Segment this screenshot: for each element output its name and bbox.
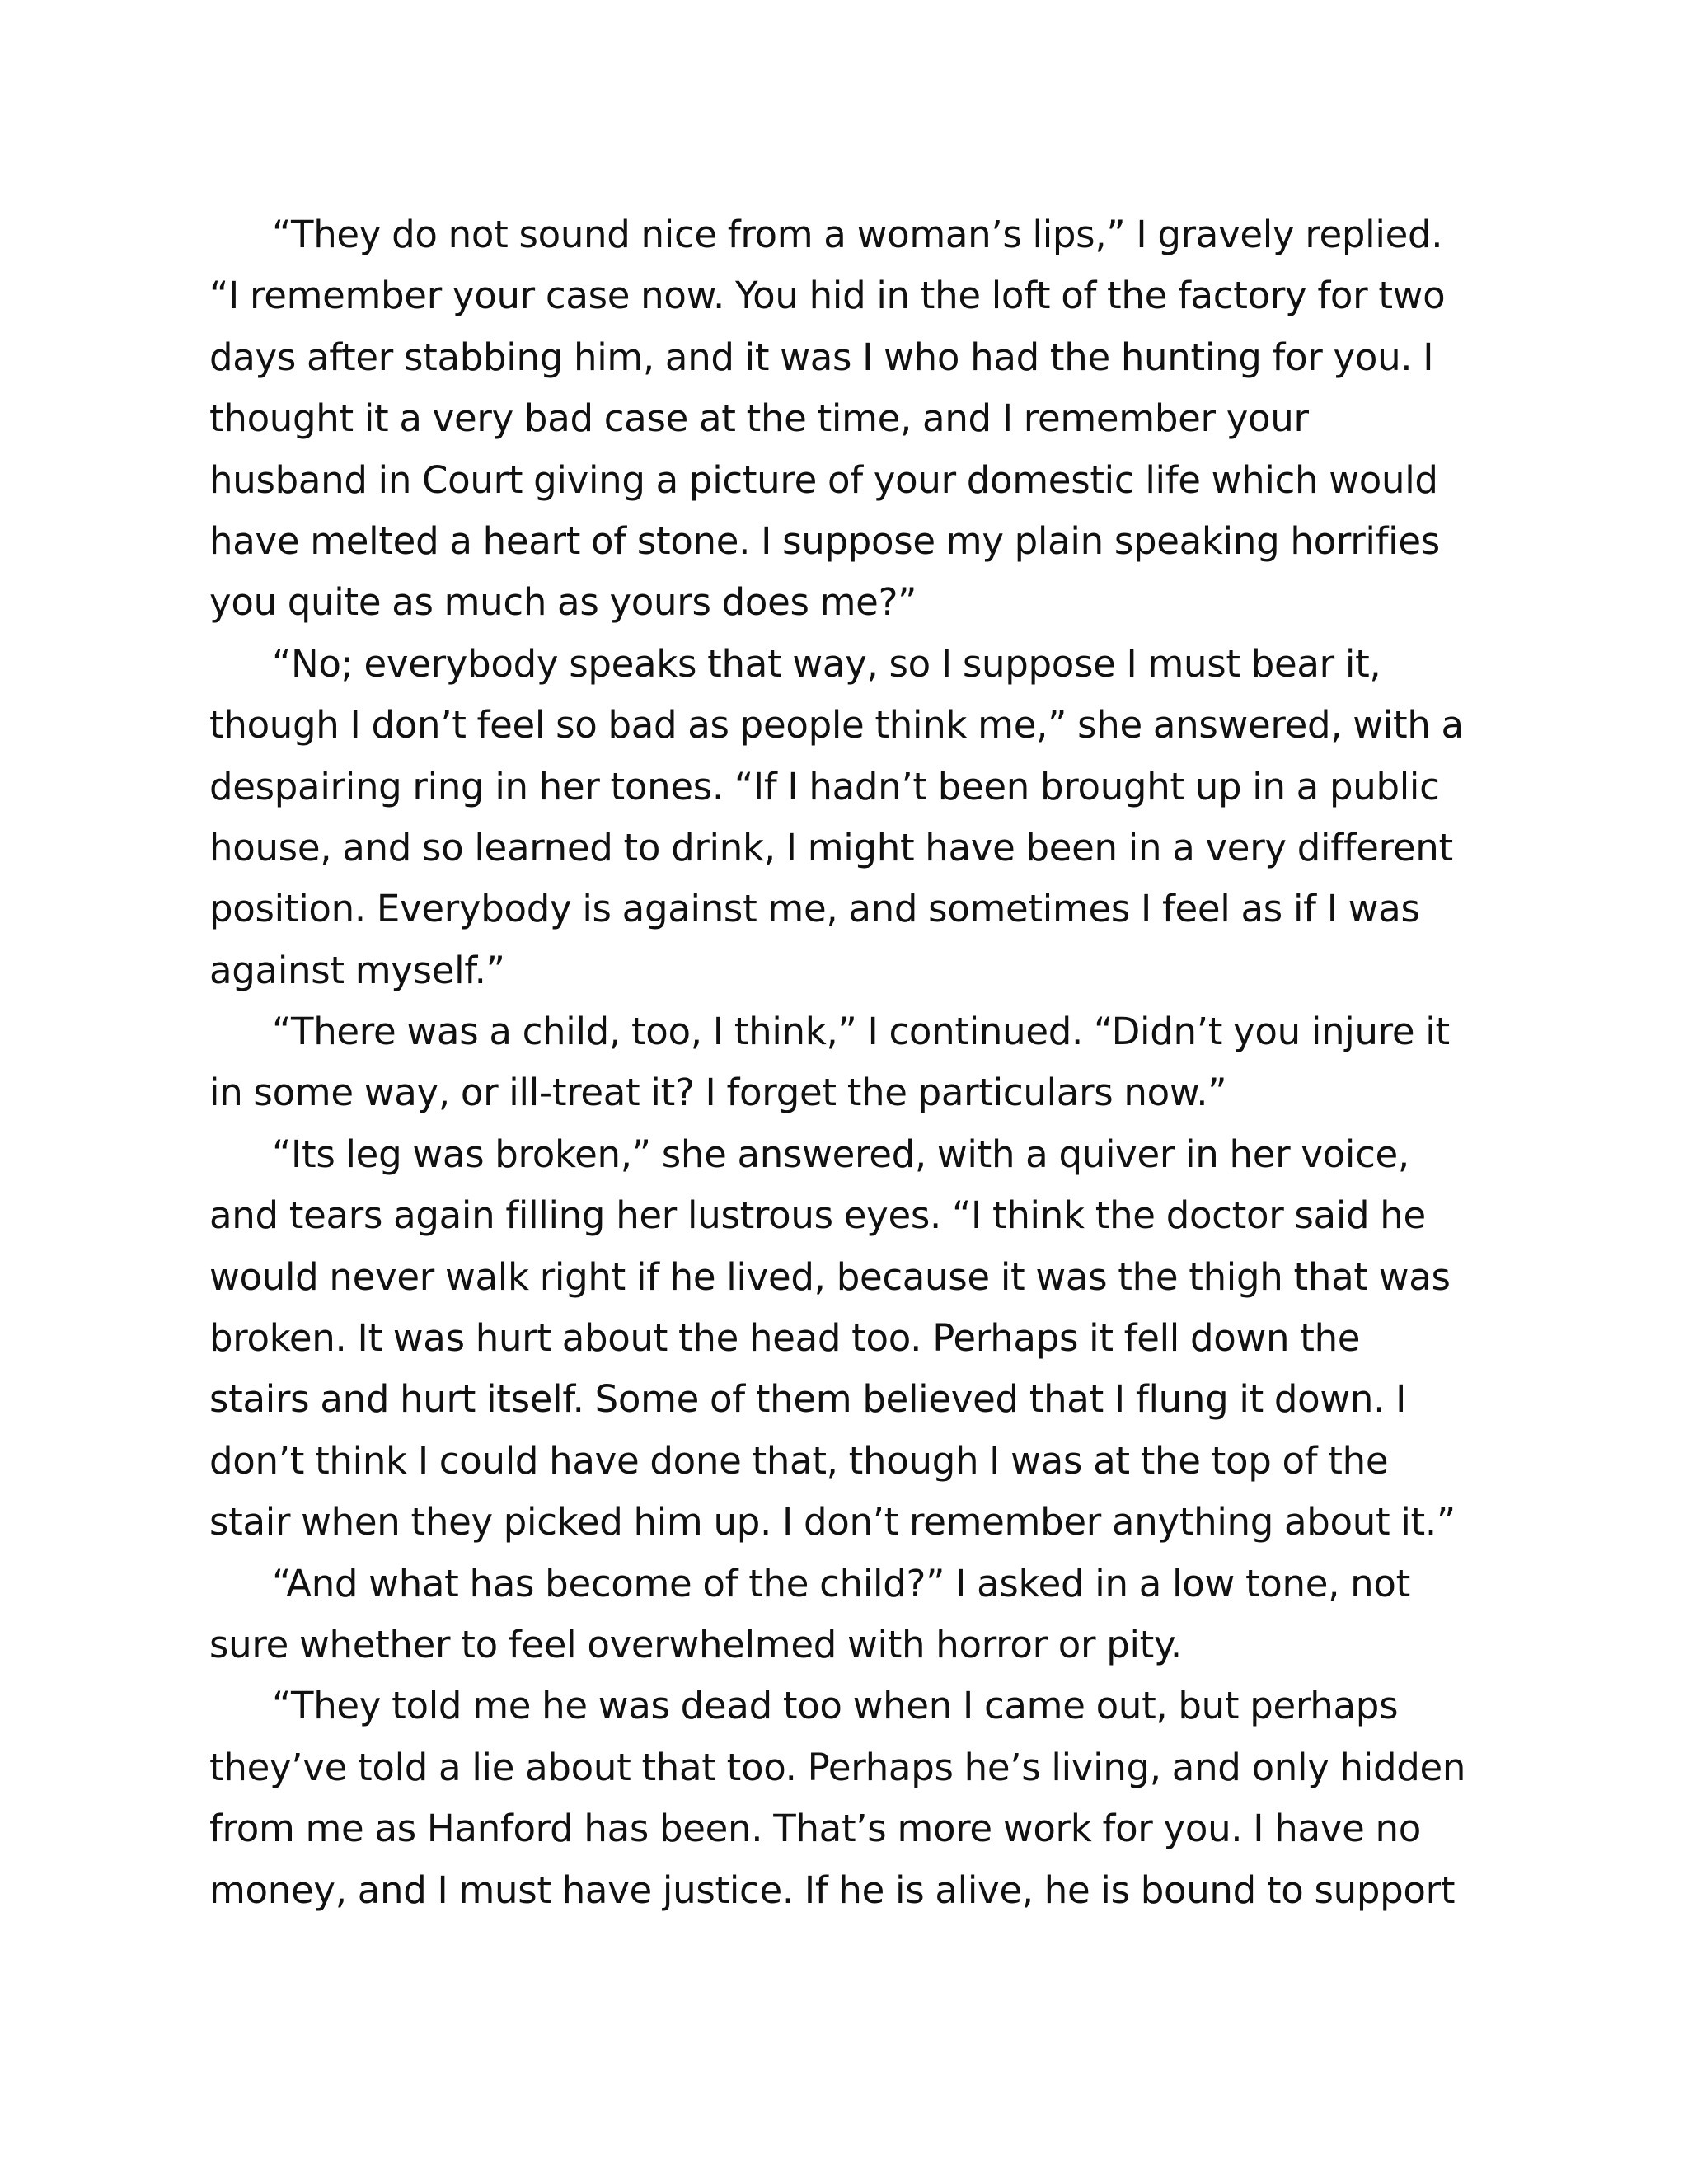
- text-line: from me as Hanford has been. That’s more work for you. I have no: [209, 1807, 1421, 1851]
- text-line: sure whether to feel overwhelmed with horror or pity.: [209, 1622, 1182, 1666]
- text-line: they’ve told a lie about that too. Perhaps he’s living, and only hidden: [209, 1745, 1466, 1789]
- text-line: “There was a child, too, I think,” I continued. “Didn’t you injure it: [272, 1010, 1450, 1054]
- text-line: have melted a heart of stone. I suppose my plain speaking horrifies: [209, 518, 1440, 563]
- text-line: in some way, or ill-treat it? I forget the particulars now.”: [209, 1071, 1227, 1115]
- text-line: broken. It was hurt about the head too. Perhaps it fell down the: [209, 1316, 1361, 1361]
- text-line: you quite as much as yours does me?”: [209, 580, 917, 625]
- text-line: don’t think I could have done that, though I was at the top of the: [209, 1438, 1389, 1483]
- text-line: would never walk right if he lived, because it was the thigh that was: [209, 1254, 1451, 1299]
- text-line: money, and I must have justice. If he is alive, he is bound to support: [209, 1868, 1456, 1912]
- text-line: “They told me he was dead too when I came out, but perhaps: [272, 1684, 1399, 1728]
- text-line: “I remember your case now. You hid in the loft of the factory for two: [209, 274, 1446, 318]
- text-line: “No; everybody speaks that way, so I suppose I must bear it,: [272, 641, 1381, 686]
- text-line: “Its leg was broken,” she answered, with a quiver in her voice,: [272, 1132, 1409, 1176]
- text-line: position. Everybody is against me, and sometimes I feel as if I was: [209, 887, 1420, 931]
- text-line: against myself.”: [209, 948, 505, 992]
- text-line: days after stabbing him, and it was I who had the hunting for you. I: [209, 335, 1434, 379]
- text-line: “They do not sound nice from a woman’s lips,” I gravely replied.: [272, 213, 1443, 256]
- text-line: stairs and hurt itself. Some of them believed that I flung it down. I: [209, 1377, 1407, 1422]
- text-line: stair when they picked him up. I don’t remember anything about it.”: [209, 1500, 1456, 1544]
- document-page: [209, 204, 1479, 1921]
- text-line: though I don’t feel so bad as people think me,” she answered, with a: [209, 703, 1464, 748]
- text-line: thought it a very bad case at the time, and I remember your: [209, 396, 1309, 441]
- text-line: house, and so learned to drink, I might have been in a very different: [209, 825, 1453, 869]
- text-line: “And what has become of the child?” I asked in a low tone, not: [272, 1561, 1410, 1605]
- text-line: husband in Court giving a picture of your domestic life which would: [209, 457, 1438, 502]
- text-line: despairing ring in her tones. “If I hadn’t been brought up in a public: [209, 764, 1440, 808]
- text-line: and tears again filling her lustrous eyes. “I think the doctor said he: [209, 1193, 1426, 1238]
